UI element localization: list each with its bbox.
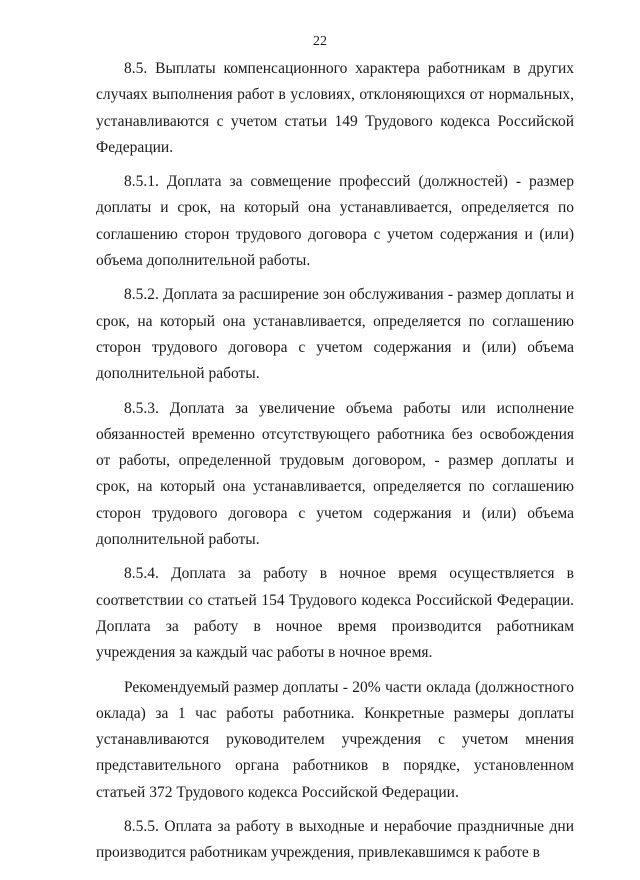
paragraph-8-5-4: 8.5.4. Доплата за работу в ночное время осуществляется в соответствии со статьей 154 Трудового кодекса Российской Федерации. Доплата за работу в ночное время производится работникам учреждения за каждый час работы в ночное время. (96, 565, 574, 662)
paragraph-8-5-1: 8.5.1. Доплата за совмещение профессий (должностей) - размер доплаты и срок, на который она устанавливается, определяется по соглашению сторон трудового договора с учетом содержания и (или) объема дополнительной работы. (96, 173, 574, 270)
document-body (96, 56, 574, 875)
paragraph-8-5-2: 8.5.2. Доплата за расширение зон обслуживания - размер доплаты и срок, на который она устанавливается, определяется по соглашению сторон трудового договора с учетом содержания и (или) объема дополнительной работы. (96, 286, 574, 383)
paragraph-recommended-rate: Рекомендуемый размер доплаты - 20% части оклада (должностного оклада) за 1 час работы работника. Конкретные размеры доплаты устанавливаются руководителем учреждения с учетом мнения представительного органа работников в порядке, установленном статьей 372 Трудового кодекса Российской Федерации. (96, 678, 574, 801)
paragraph-8-5: 8.5. Выплаты компенсационного характера работникам в других случаях выполнения работ в условиях, отклоняющихся от нормальных, устанавливаются с учетом статьи 149 Трудового кодекса Российской Федерации. (96, 60, 574, 156)
paragraph-8-5-3: 8.5.3. Доплата за увеличение объема работы или исполнение обязанностей временно отсутствующего работника без освобождения от работы, определенной трудовым договором, - размер доплаты и срок, на который она устанавливается, определяется по соглашению сторон трудового договора с учетом содержания и (или) объема дополнительной работы. (96, 399, 574, 549)
page-number: 22 (313, 34, 327, 49)
paragraph-8-5-5: 8.5.5. Оплата за работу в выходные и нерабочие праздничные дни производится работникам учреждения, привлекавшимся к работе в (96, 818, 574, 862)
